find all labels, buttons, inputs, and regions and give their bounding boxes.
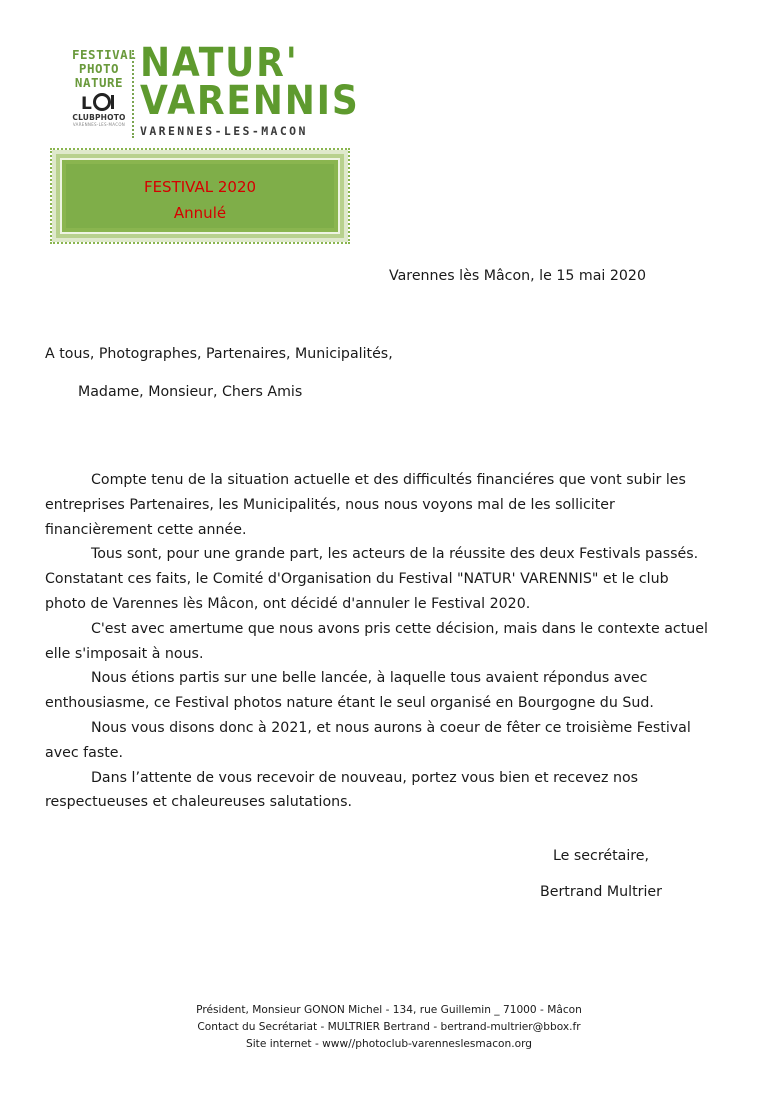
paragraph-line: Tous sont, pour une grande part, les acteurs de la réussite des deux Festivals passés. xyxy=(91,546,699,563)
banner-festival-year: FESTIVAL 2020 xyxy=(143,178,257,196)
logo-festival-word: FESTIVAL xyxy=(72,47,137,62)
logo-nature-word: NATURE xyxy=(74,75,124,90)
greeting-line-1: A tous, Photographes, Partenaires, Municipalités, xyxy=(45,346,393,362)
paragraph-line: C'est avec amertume que nous avons pris cette décision, mais dans le contexte actuel xyxy=(91,620,708,637)
paragraph xyxy=(45,716,725,766)
logo-photo-word: PHOTO xyxy=(78,61,120,76)
paragraph xyxy=(45,617,725,667)
cancellation-banner xyxy=(52,150,348,242)
paragraph-line: Nous étions partis sur une belle lancée, à laquelle tous avaient répondus avec xyxy=(91,670,648,687)
paragraph-line: financièrement cette année. xyxy=(45,521,247,538)
logo-town: VARENNES-LES-MACON xyxy=(140,124,308,138)
paragraph xyxy=(45,468,725,542)
paragraph-line: respectueuses et chaleureuses salutations. xyxy=(45,794,353,811)
footer-contact: Contact du Secrétariat - MULTRIER Bertrand - bertrand-multrier@bbox.fr xyxy=(197,1021,581,1033)
logo-divider xyxy=(132,50,134,138)
banner-cancelled: Annulé xyxy=(173,204,227,222)
svg-text:L: L xyxy=(81,94,92,112)
letter-body xyxy=(45,468,725,815)
letter-date: Varennes lès Mâcon, le 15 mai 2020 xyxy=(389,268,646,284)
footer-website: Site internet - www//photoclub-varenneslesmacon.org xyxy=(246,1038,532,1050)
paragraph-line: Dans l’attente de vous recevoir de nouveau, portez vous bien et recevez nos xyxy=(91,769,639,786)
paragraph-line: elle s'imposait à nous. xyxy=(45,645,204,662)
festival-logo xyxy=(68,40,360,144)
paragraph-line: avec faste. xyxy=(45,744,124,761)
paragraph-line: entreprises Partenaires, les Municipalités, nous nous voyons mal de les solliciter xyxy=(45,496,615,513)
logo-name-block xyxy=(140,40,360,138)
logo-club-label: CLUBPHOTO xyxy=(72,113,126,122)
signature-name: Bertrand Multrier xyxy=(540,884,662,900)
paragraph-line: enthousiasme, ce Festival photos nature étant le seul organisé en Bourgogne du Sud. xyxy=(45,695,654,712)
paragraph xyxy=(45,766,725,816)
logo-club-sub-label: VARENNES-LES-MACON xyxy=(72,122,126,127)
footer-president: Président, Monsieur GONON Michel - 134, rue Guillemin _ 71000 - Mâcon xyxy=(196,1004,582,1016)
signature-title: Le secrétaire, xyxy=(553,848,650,864)
paragraph-line: photo de Varennes lès Mâcon, ont décidé d'annuler le Festival 2020. xyxy=(45,595,531,612)
paragraph-line: Compte tenu de la situation actuelle et des difficultés financiéres que vont subir les xyxy=(91,472,686,488)
paragraph-line: Constatant ces faits, le Comité d'Organisation du Festival "NATUR' VARENNIS" et le club xyxy=(45,571,669,588)
paragraph-line: Nous vous disons donc à 2021, et nous aurons à coeur de fêter ce troisième Festival xyxy=(91,719,691,736)
paragraph xyxy=(45,666,725,716)
paragraph xyxy=(45,542,725,616)
logo-name-line2: VARENNIS xyxy=(140,78,360,124)
club-logo-block xyxy=(72,47,137,127)
camera-lens-icon xyxy=(79,92,119,112)
banner-inner xyxy=(66,164,334,228)
logo-name-line1: NATUR' xyxy=(140,40,299,86)
greeting-line-2: Madame, Monsieur, Chers Amis xyxy=(78,384,303,400)
